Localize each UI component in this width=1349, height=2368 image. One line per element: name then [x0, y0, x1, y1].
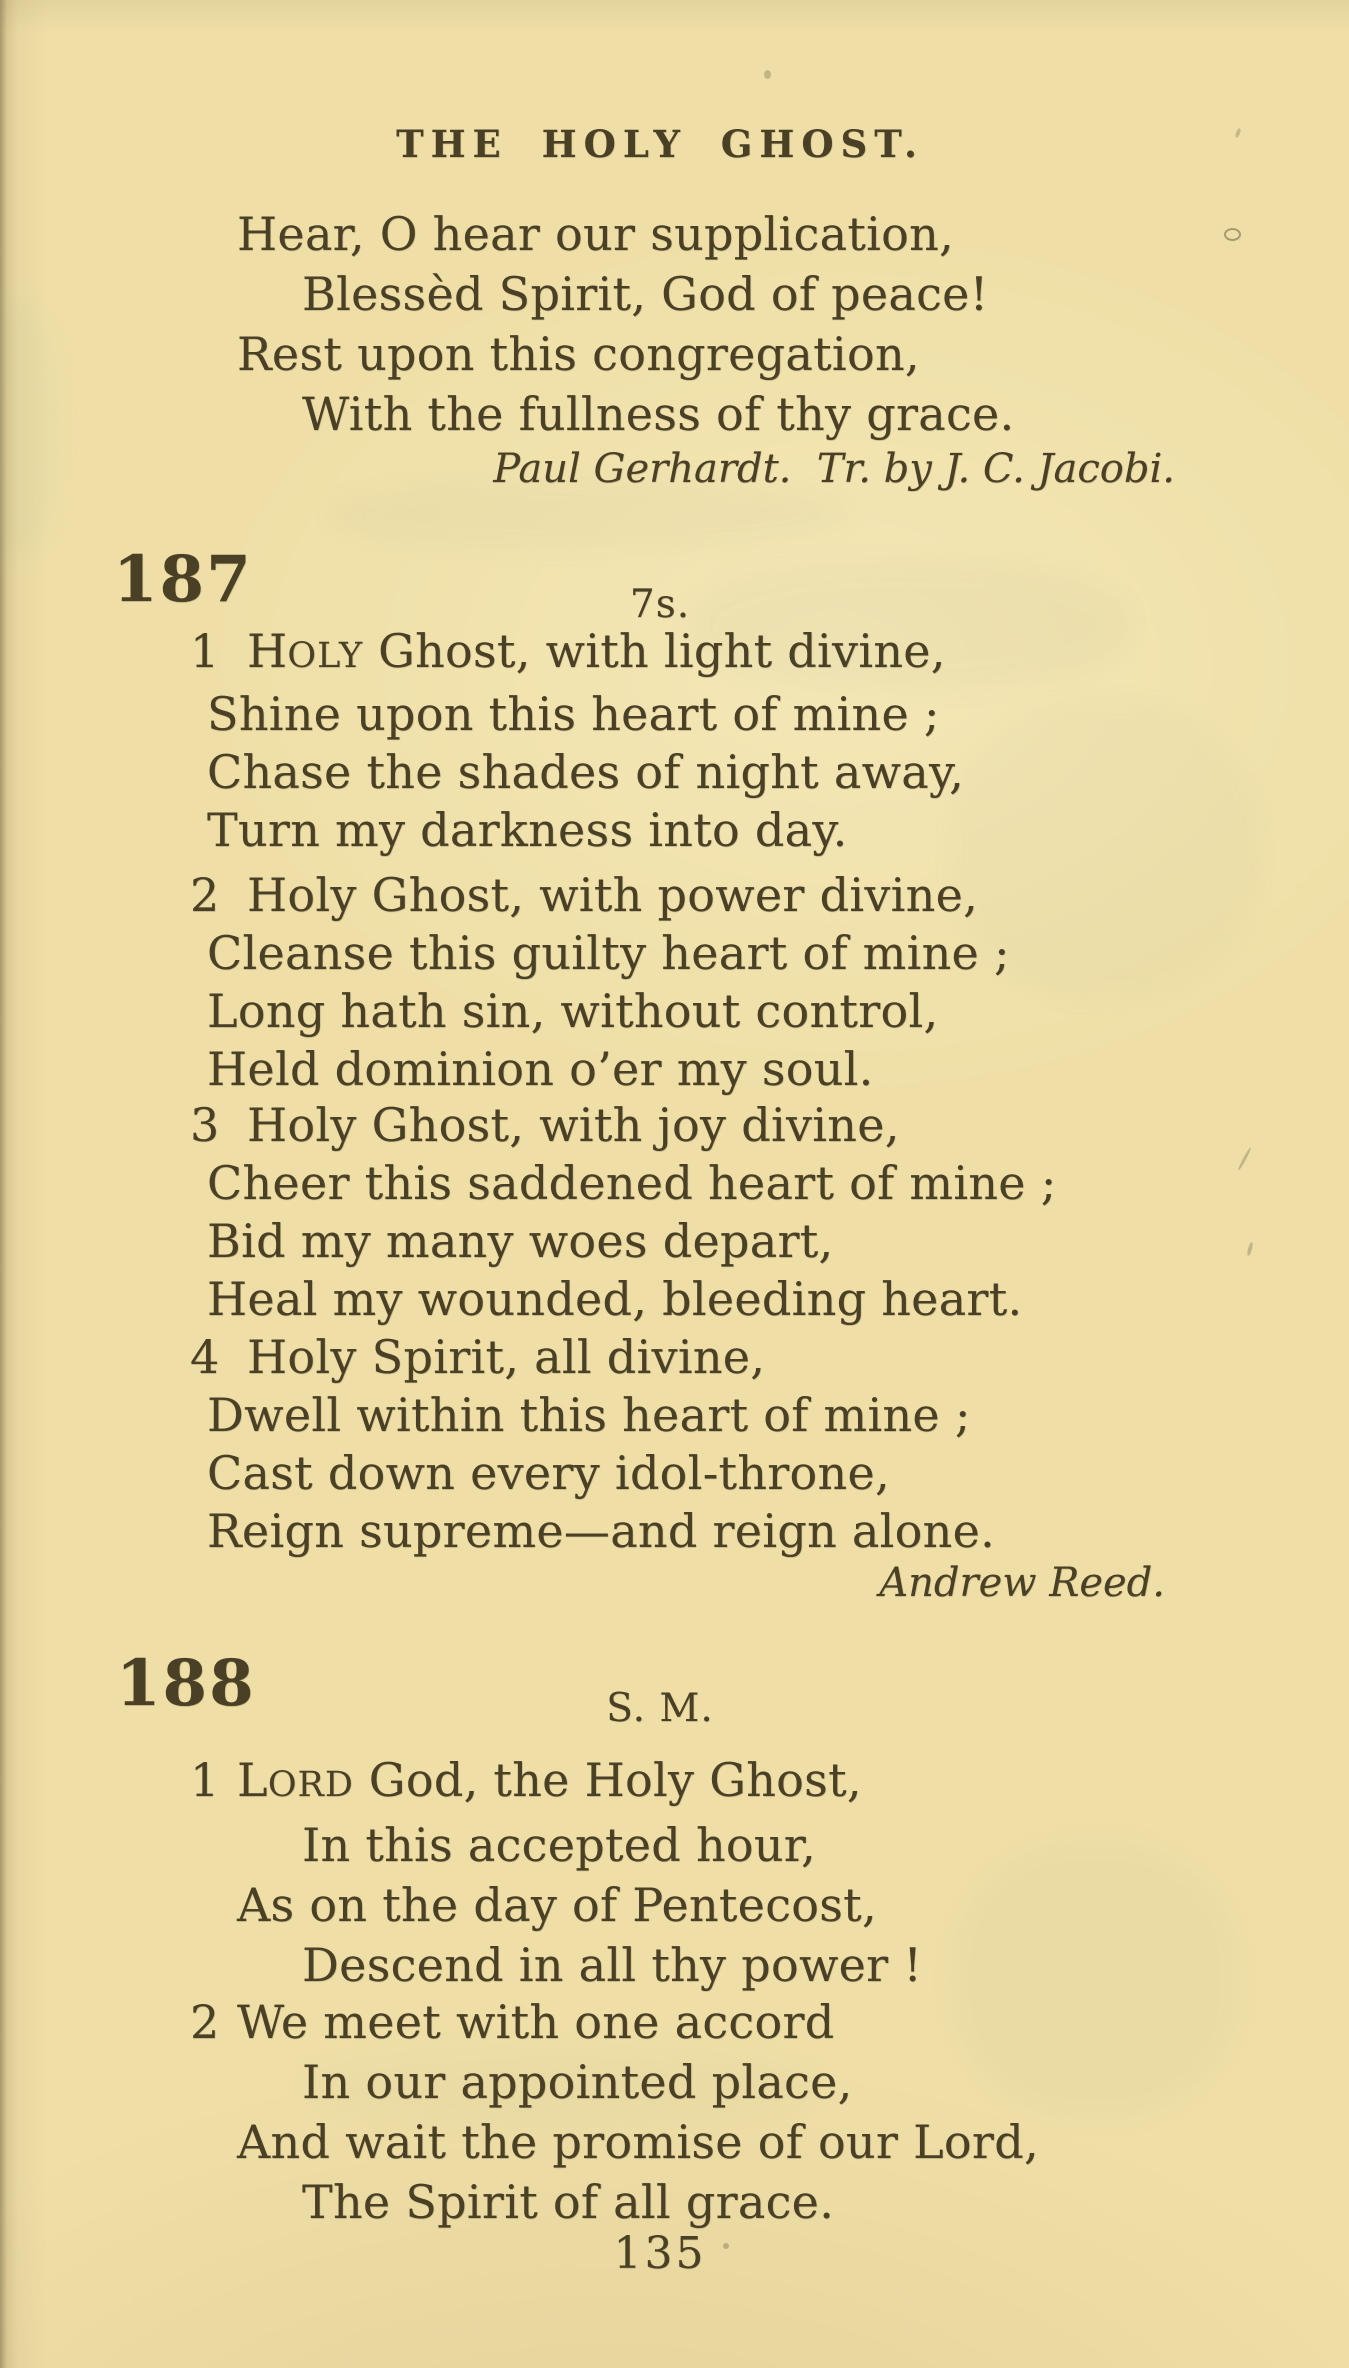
verse-line: 1 LORD God, the Holy Ghost,: [190, 1750, 922, 1815]
stanza-number: 3: [190, 1098, 220, 1152]
ink-speck: [723, 2243, 729, 2249]
verse-line: As on the day of Pentecost,: [237, 1878, 877, 1932]
verse-line: Cheer this saddened heart of mine ;: [207, 1156, 1057, 1210]
verse-line: Turn my darkness into day.: [207, 803, 848, 857]
verse-line: Cleanse this guilty heart of mine ;: [207, 926, 1010, 980]
stanza: [190, 1992, 1039, 2232]
verse-line: Long hath sin, without control,: [207, 984, 939, 1038]
verse-line: Heal my wounded, bleeding heart.: [207, 1272, 1023, 1326]
section-header: THE HOLY GHOST.: [396, 122, 924, 166]
stanza: [190, 1328, 995, 1560]
verse-line: Rest upon this congregation,: [237, 327, 920, 381]
hymn-number: 187: [113, 542, 253, 617]
verse-line: Hear, O hear our supplication,: [237, 207, 954, 261]
stanza: [190, 1750, 922, 1995]
verse-line: 2 We meet with one accord: [190, 1992, 1039, 2052]
verse-line: Bid my many woes depart,: [207, 1214, 834, 1268]
ink-speck: [1234, 128, 1241, 139]
verse-line: The Spirit of all grace.: [302, 2175, 835, 2229]
verse-line: Dwell within this heart of mine ;: [207, 1388, 971, 1442]
hymn-meter: 7s.: [629, 582, 691, 627]
stanza: [190, 866, 1010, 1098]
verse-line: Reign supreme—and reign alone.: [207, 1504, 996, 1558]
small-caps-text: OLY: [287, 636, 364, 676]
verse-line: Descend in all thy power !: [302, 1938, 923, 1992]
ink-speck: [1237, 1147, 1252, 1171]
ink-speck: [764, 70, 771, 79]
ink-speck: [1224, 228, 1241, 241]
stanza-number: 2: [190, 868, 220, 922]
stanza-number: 1: [190, 624, 220, 678]
verse-line: Held dominion o’er my soul.: [207, 1042, 874, 1096]
verse-line: 3 Holy Ghost, with joy divine,: [190, 1098, 900, 1152]
verse-line: 1 HOLY Ghost, with light divine,: [190, 624, 946, 678]
stanza-number: 2: [190, 1995, 220, 2049]
verse-line: Blessèd Spirit, God of peace!: [302, 267, 989, 321]
verse-line: Shine upon this heart of mine ;: [207, 687, 940, 741]
verse-line: 4 Holy Spirit, all divine,: [190, 1330, 766, 1384]
verse-line: With the fullness of thy grace.: [302, 387, 1015, 441]
stanza: [190, 1096, 1057, 1328]
hymn-meter: S. M.: [606, 1686, 714, 1731]
verse-line: In this accepted hour,: [302, 1818, 816, 1872]
verse-line: Chase the shades of night away,: [207, 745, 965, 799]
closing-stanza-lines: [190, 204, 1014, 444]
hymn-attribution: Andrew Reed.: [879, 1560, 1165, 1606]
stanza-number: 1: [190, 1753, 220, 1807]
verse-line: And wait the promise of our Lord,: [237, 2115, 1039, 2169]
show-through-smudge: [0, 300, 60, 560]
stanza: [190, 622, 964, 859]
hymn-number: 188: [116, 1646, 256, 1721]
verse-line: In our appointed place,: [302, 2055, 853, 2109]
verse-line: 2 Holy Ghost, with power divine,: [190, 868, 979, 922]
page-number: 135: [613, 2228, 707, 2279]
closing-attribution: Paul Gerhardt. Tr. by J. C. Jacobi.: [493, 446, 1175, 492]
stanza-number: 4: [190, 1330, 220, 1384]
ink-speck: [1246, 1242, 1253, 1257]
verse-line: Cast down every idol-throne,: [207, 1446, 890, 1500]
small-caps-text: ORD: [267, 1765, 354, 1805]
